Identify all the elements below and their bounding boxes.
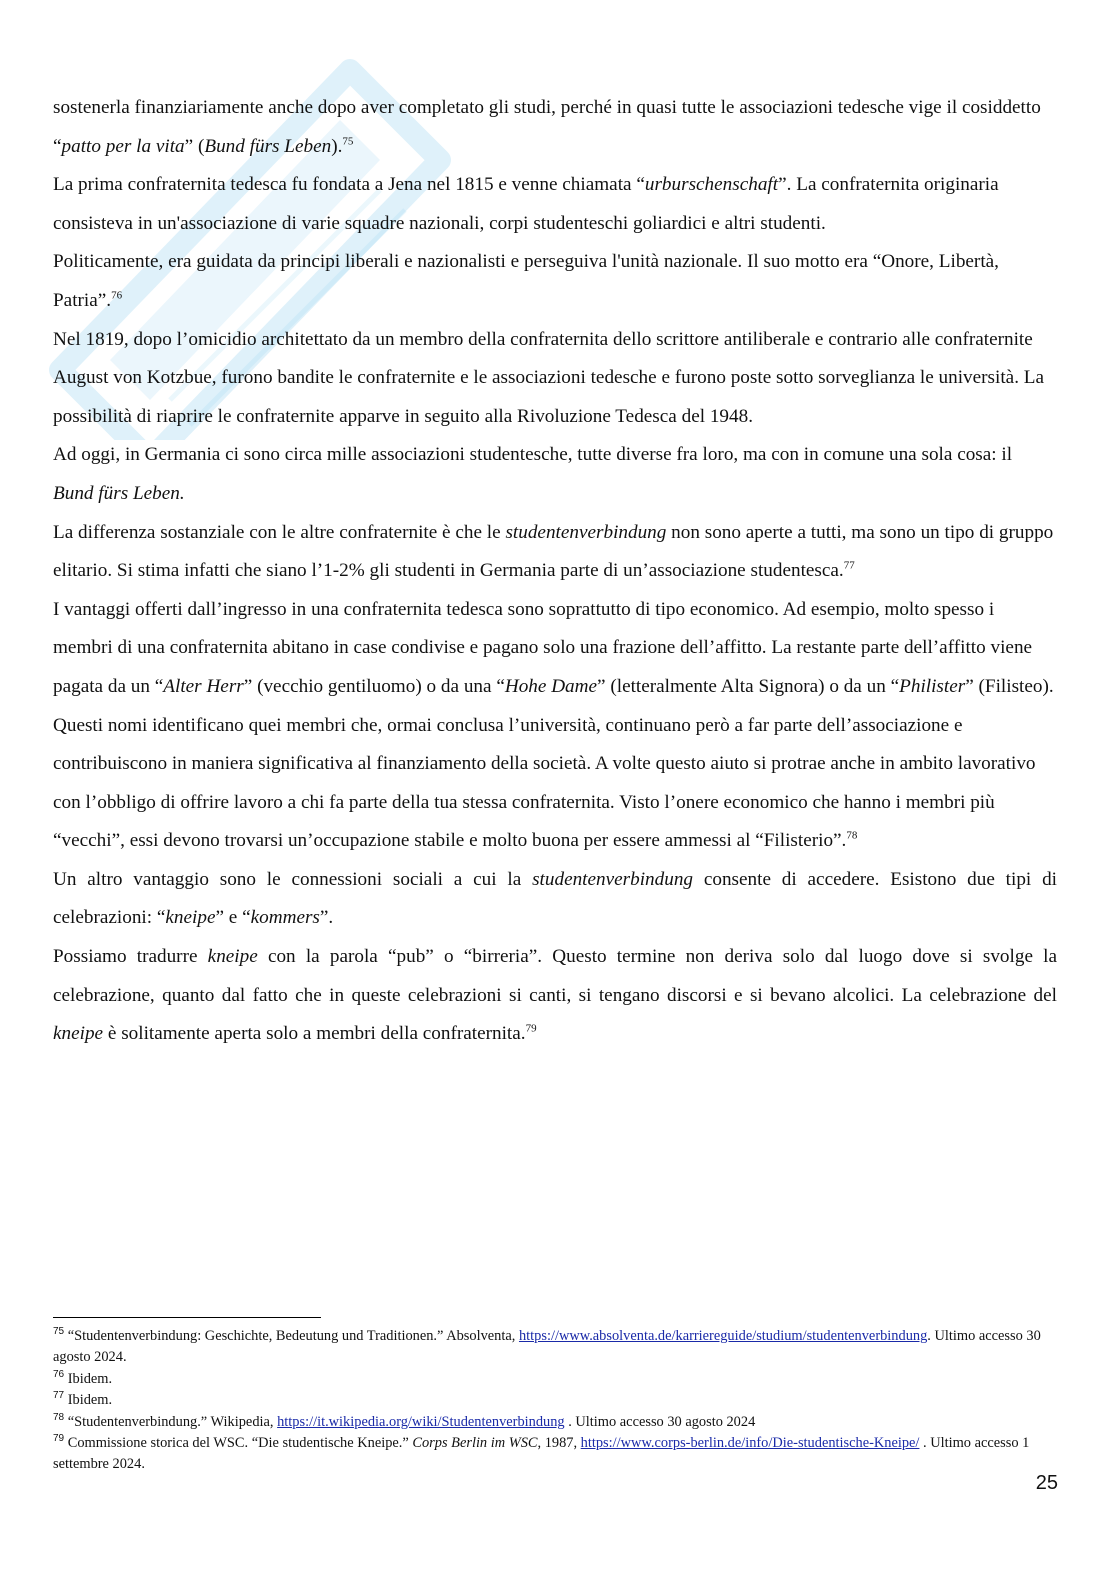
paragraph	[53, 591, 1057, 861]
footnote-ref: 77	[843, 559, 855, 572]
page-number: 25	[1035, 1472, 1058, 1494]
text-run: . Ultimo accesso 30 agosto 2024	[564, 1413, 756, 1430]
text-run: . Ultimo accesso 30 agosto 2024.	[53, 1328, 1041, 1366]
footnote-ref: 76	[111, 289, 123, 302]
text-run: Commissione storica del WSC. “Die studentische Kneipe.”	[64, 1435, 413, 1452]
footnote-number: 78	[53, 1411, 65, 1423]
footnote	[53, 1412, 1063, 1433]
text-run: ” e “	[215, 907, 251, 929]
footnote	[53, 1390, 1063, 1411]
text-run: non sono aperte a tutti, ma sono un tipo di gruppo elitario. Si stima infatti che siano l’1-2% gli studenti in Germania parte di un’associazione studentesca.	[53, 521, 1054, 582]
italic-text: kneipe	[53, 1023, 104, 1045]
footnote-number: 79	[53, 1433, 65, 1445]
text-run: Ibidem.	[64, 1370, 113, 1387]
italic-text: studentenverbindung	[532, 868, 694, 890]
text-run: La differenza sostanziale con le altre confraternite è che le	[53, 521, 506, 543]
footnote-link[interactable]: https://it.wikipedia.org/wiki/Studentenverbindung	[277, 1413, 565, 1430]
footnote	[53, 1326, 1063, 1369]
text-run: con la parola “pub” o “birreria”. Questo termine non deriva solo dal luogo dove si svolge la celebrazione, quanto dal fatto che in queste celebrazioni si canti, si tengano discorsi e si bevano alcolici. La celebrazione del	[53, 946, 1057, 1006]
text-run: ).	[331, 135, 343, 157]
footnote	[53, 1433, 1063, 1476]
italic-text: Corps Berlin im WSC	[412, 1435, 538, 1452]
text-run: ” (Filisteo). Questi nomi identificano quei membri che, ormai conclusa l’università, continuano però a far parte dell’associazione e contribuiscono in maniera significativa al finanziamento della società. A volte questo aiuto si protrae anche in ambito lavorativo con l’obbligo di offrire lavoro a chi fa parte della tua stessa confraternita. Visto l’onere economico che hanno i membri più “vecchi”, essi devono trovarsi un’occupazione stabile e molto buona per essere ammessi al “Filisterio”.	[53, 675, 1054, 852]
text-run: “Studentenverbindung: Geschichte, Bedeutung und Traditionen.” Absolventa,	[64, 1328, 519, 1344]
text-run: Politicamente, era guidata da principi liberali e nazionalisti e perseguiva l'unità nazionale. Il suo motto era “Onore, Libertà, Patria”.	[53, 251, 999, 311]
italic-text: Hohe Dame	[504, 675, 598, 697]
paragraph	[53, 861, 1057, 938]
text-run: ” (letteralmente Alta Signora) o da un “	[597, 675, 900, 697]
italic-text: patto per la vita	[61, 135, 185, 157]
footnote-number: 77	[53, 1390, 65, 1402]
paragraph	[53, 89, 1057, 166]
italic-text: urburschenschaft	[644, 174, 779, 196]
text-run: ”.	[319, 907, 334, 929]
paragraph	[53, 166, 1057, 243]
text-run: ” (vecchio gentiluomo) o da una “	[243, 675, 505, 697]
text-run: Ad oggi, in Germania ci sono circa mille associazioni studentesche, tutte diverse fra loro, ma con in comune una sola cosa: il	[53, 444, 1013, 466]
text-run: sostenerla finanziariamente anche dopo aver completato gli studi, perché in quasi tutte le associazioni tedesche vige il cosiddetto “	[53, 97, 1041, 157]
text-run: Possiamo tradurre	[53, 946, 208, 968]
text-run: Un altro vantaggio sono le connessioni sociali a cui la	[53, 868, 533, 890]
body-text	[53, 89, 1057, 1054]
italic-text: Bund fürs Leben.	[53, 482, 185, 504]
text-run: consente di accedere. Esistono due tipi di celebrazioni: “	[53, 868, 1058, 929]
footnote	[53, 1369, 1063, 1390]
text-run: La prima confraternita tedesca fu fondata a Jena nel 1815 e venne chiamata “	[53, 174, 645, 196]
paragraph	[53, 436, 1057, 513]
text-run: . Ultimo accesso 1 settembre 2024.	[53, 1435, 1030, 1473]
italic-text: studentenverbindung	[505, 521, 667, 543]
italic-text: kneipe	[207, 946, 258, 968]
italic-text: Alter Herr	[163, 675, 244, 697]
text-run: è solitamente aperta solo a membri della confraternita.	[103, 1023, 526, 1045]
italic-text: Bund fürs Leben	[204, 135, 332, 157]
footnote-ref: 78	[846, 829, 858, 842]
text-run: ” (	[184, 135, 205, 157]
footnote-number: 76	[53, 1369, 65, 1381]
footnote-ref: 75	[342, 135, 354, 148]
text-run: ”. La confraternita originaria consisteva in un'associazione di varie squadre nazionali, corpi studenteschi goliardici e altri studenti.	[53, 174, 999, 234]
footnote-link[interactable]: https://www.absolventa.de/karriereguide/studium/studentenverbindung	[518, 1328, 928, 1344]
paragraph	[53, 938, 1057, 1054]
footnote-separator	[53, 1317, 321, 1318]
text-run: Nel 1819, dopo l’omicidio architettato da un membro della confraternita dello scrittore antiliberale e contrario alle confraternite August von Kotzbue, furono bandite le confraternite e le associazioni tedesche e furono poste sotto sorveglianza le università. La possibilità di riaprire le confraternite apparve in seguito alla Rivoluzione Tedesca del 1948.	[53, 328, 1045, 427]
footnote-number: 75	[53, 1326, 65, 1338]
paragraph	[53, 514, 1057, 591]
footnote-ref: 79	[525, 1022, 537, 1035]
italic-text: kneipe	[165, 907, 216, 929]
text-run: I vantaggi offerti dall’ingresso in una confraternita tedesca sono soprattutto di tipo economico. Ad esempio, molto spesso i membri di una confraternita abitano in case condivise e pagano solo una frazione dell’affitto. La restante parte dell’affitto viene pagata da un “	[53, 598, 1033, 697]
italic-text: kommers	[250, 907, 320, 929]
text-run: , 1987,	[537, 1435, 581, 1452]
paragraph	[53, 321, 1057, 437]
footnote-link[interactable]: https://www.corps-berlin.de/info/Die-studentische-Kneipe/	[580, 1435, 920, 1452]
paragraph	[53, 243, 1057, 320]
text-run: “Studentenverbindung.” Wikipedia,	[64, 1413, 278, 1430]
italic-text: Philister	[899, 675, 966, 697]
text-run: Ibidem.	[64, 1392, 113, 1409]
footnotes	[53, 1326, 1063, 1476]
